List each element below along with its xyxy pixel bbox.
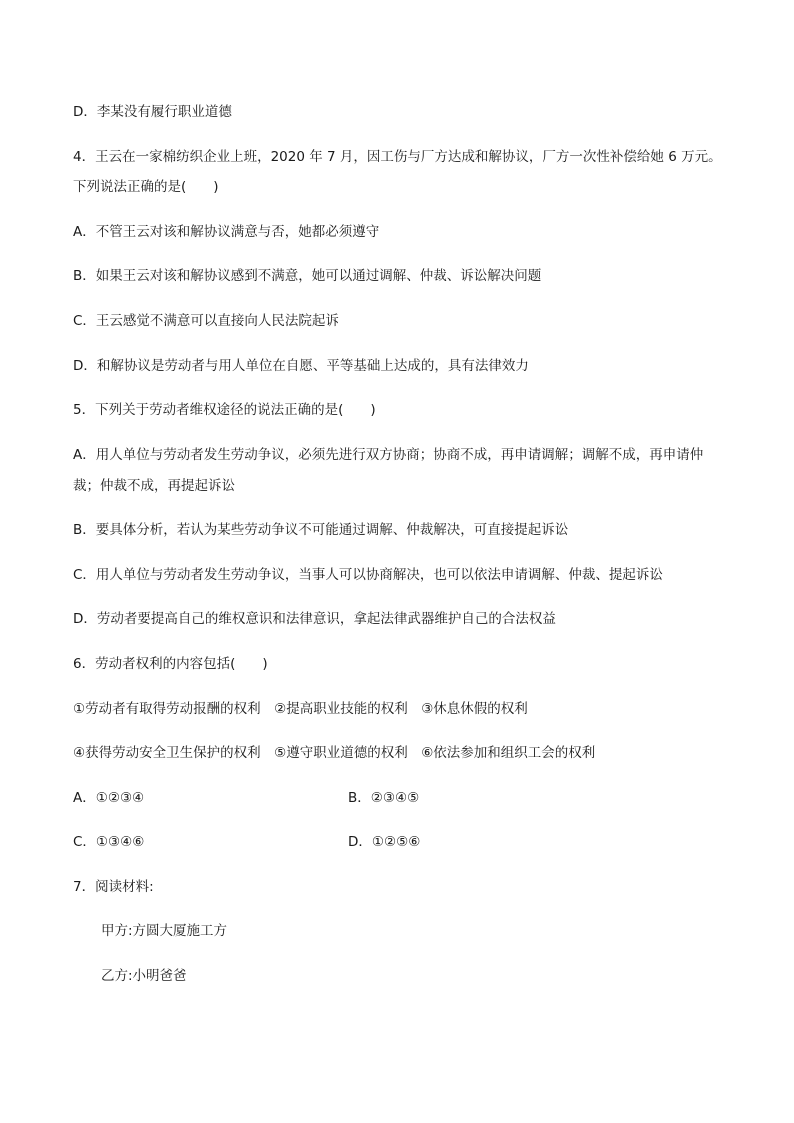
q4-option-b: B．如果王云对该和解协议感到不满意，她可以通过调解、仲裁、诉讼解决问题: [73, 268, 542, 284]
q5-option-a-line2: 裁；仲裁不成，再提起诉讼: [73, 478, 235, 494]
q5-option-c: C．用人单位与劳动者发生劳动争议，当事人可以协商解决，也可以依法申请调解、仲裁、提起诉讼: [73, 567, 663, 583]
q6-items-line2: ④获得劳动安全卫生保护的权利 ⑤遵守职业道德的权利 ⑥依法参加和组织工会的权利: [73, 745, 596, 761]
q5-option-a-line1: A．用人单位与劳动者发生劳动争议，必须先进行双方协商；协商不成，再申请调解；调解不成，再申请仲: [73, 447, 704, 463]
q7-stem: 7．阅读材料:: [73, 879, 154, 895]
q6-option-d: D．①②⑤⑥: [348, 834, 421, 850]
q6-option-b: B．②③④⑤: [348, 790, 420, 806]
q6-stem: 6．劳动者权利的内容包括( ): [73, 656, 268, 672]
q6-option-c: C．①③④⑥: [73, 834, 145, 850]
q4-stem-line1: 4．王云在一家棉纺织企业上班，2020 年 7 月，因工伤与厂方达成和解协议，厂方一次性补偿给她 6 万元。: [73, 149, 722, 165]
q4-option-c: C．王云感觉不满意可以直接向人民法院起诉: [73, 313, 339, 329]
q6-items-line1: ①劳动者有取得劳动报酬的权利 ②提高职业技能的权利 ③休息休假的权利: [73, 701, 528, 717]
q6-option-a: A．①②③④: [73, 790, 145, 806]
q5-option-b: B．要具体分析，若认为某些劳动争议不可能通过调解、仲裁解决，可直接提起诉讼: [73, 522, 569, 538]
q7-party-a: 甲方:方圆大厦施工方: [101, 923, 228, 939]
q4-option-a: A．不管王云对该和解协议满意与否，她都必须遵守: [73, 224, 380, 240]
q5-option-d: D．劳动者要提高自己的维权意识和法律意识，拿起法律武器维护自己的合法权益: [73, 611, 556, 627]
q4-stem-line2: 下列说法正确的是( ): [73, 179, 219, 195]
q4-option-d: D．和解协议是劳动者与用人单位在自愿、平等基础上达成的，具有法律效力: [73, 358, 529, 374]
q5-stem: 5．下列关于劳动者维权途径的说法正确的是( ): [73, 402, 376, 418]
q3-option-d: D．李某没有履行职业道德: [73, 104, 232, 120]
q7-party-b: 乙方:小明爸爸: [101, 968, 187, 984]
